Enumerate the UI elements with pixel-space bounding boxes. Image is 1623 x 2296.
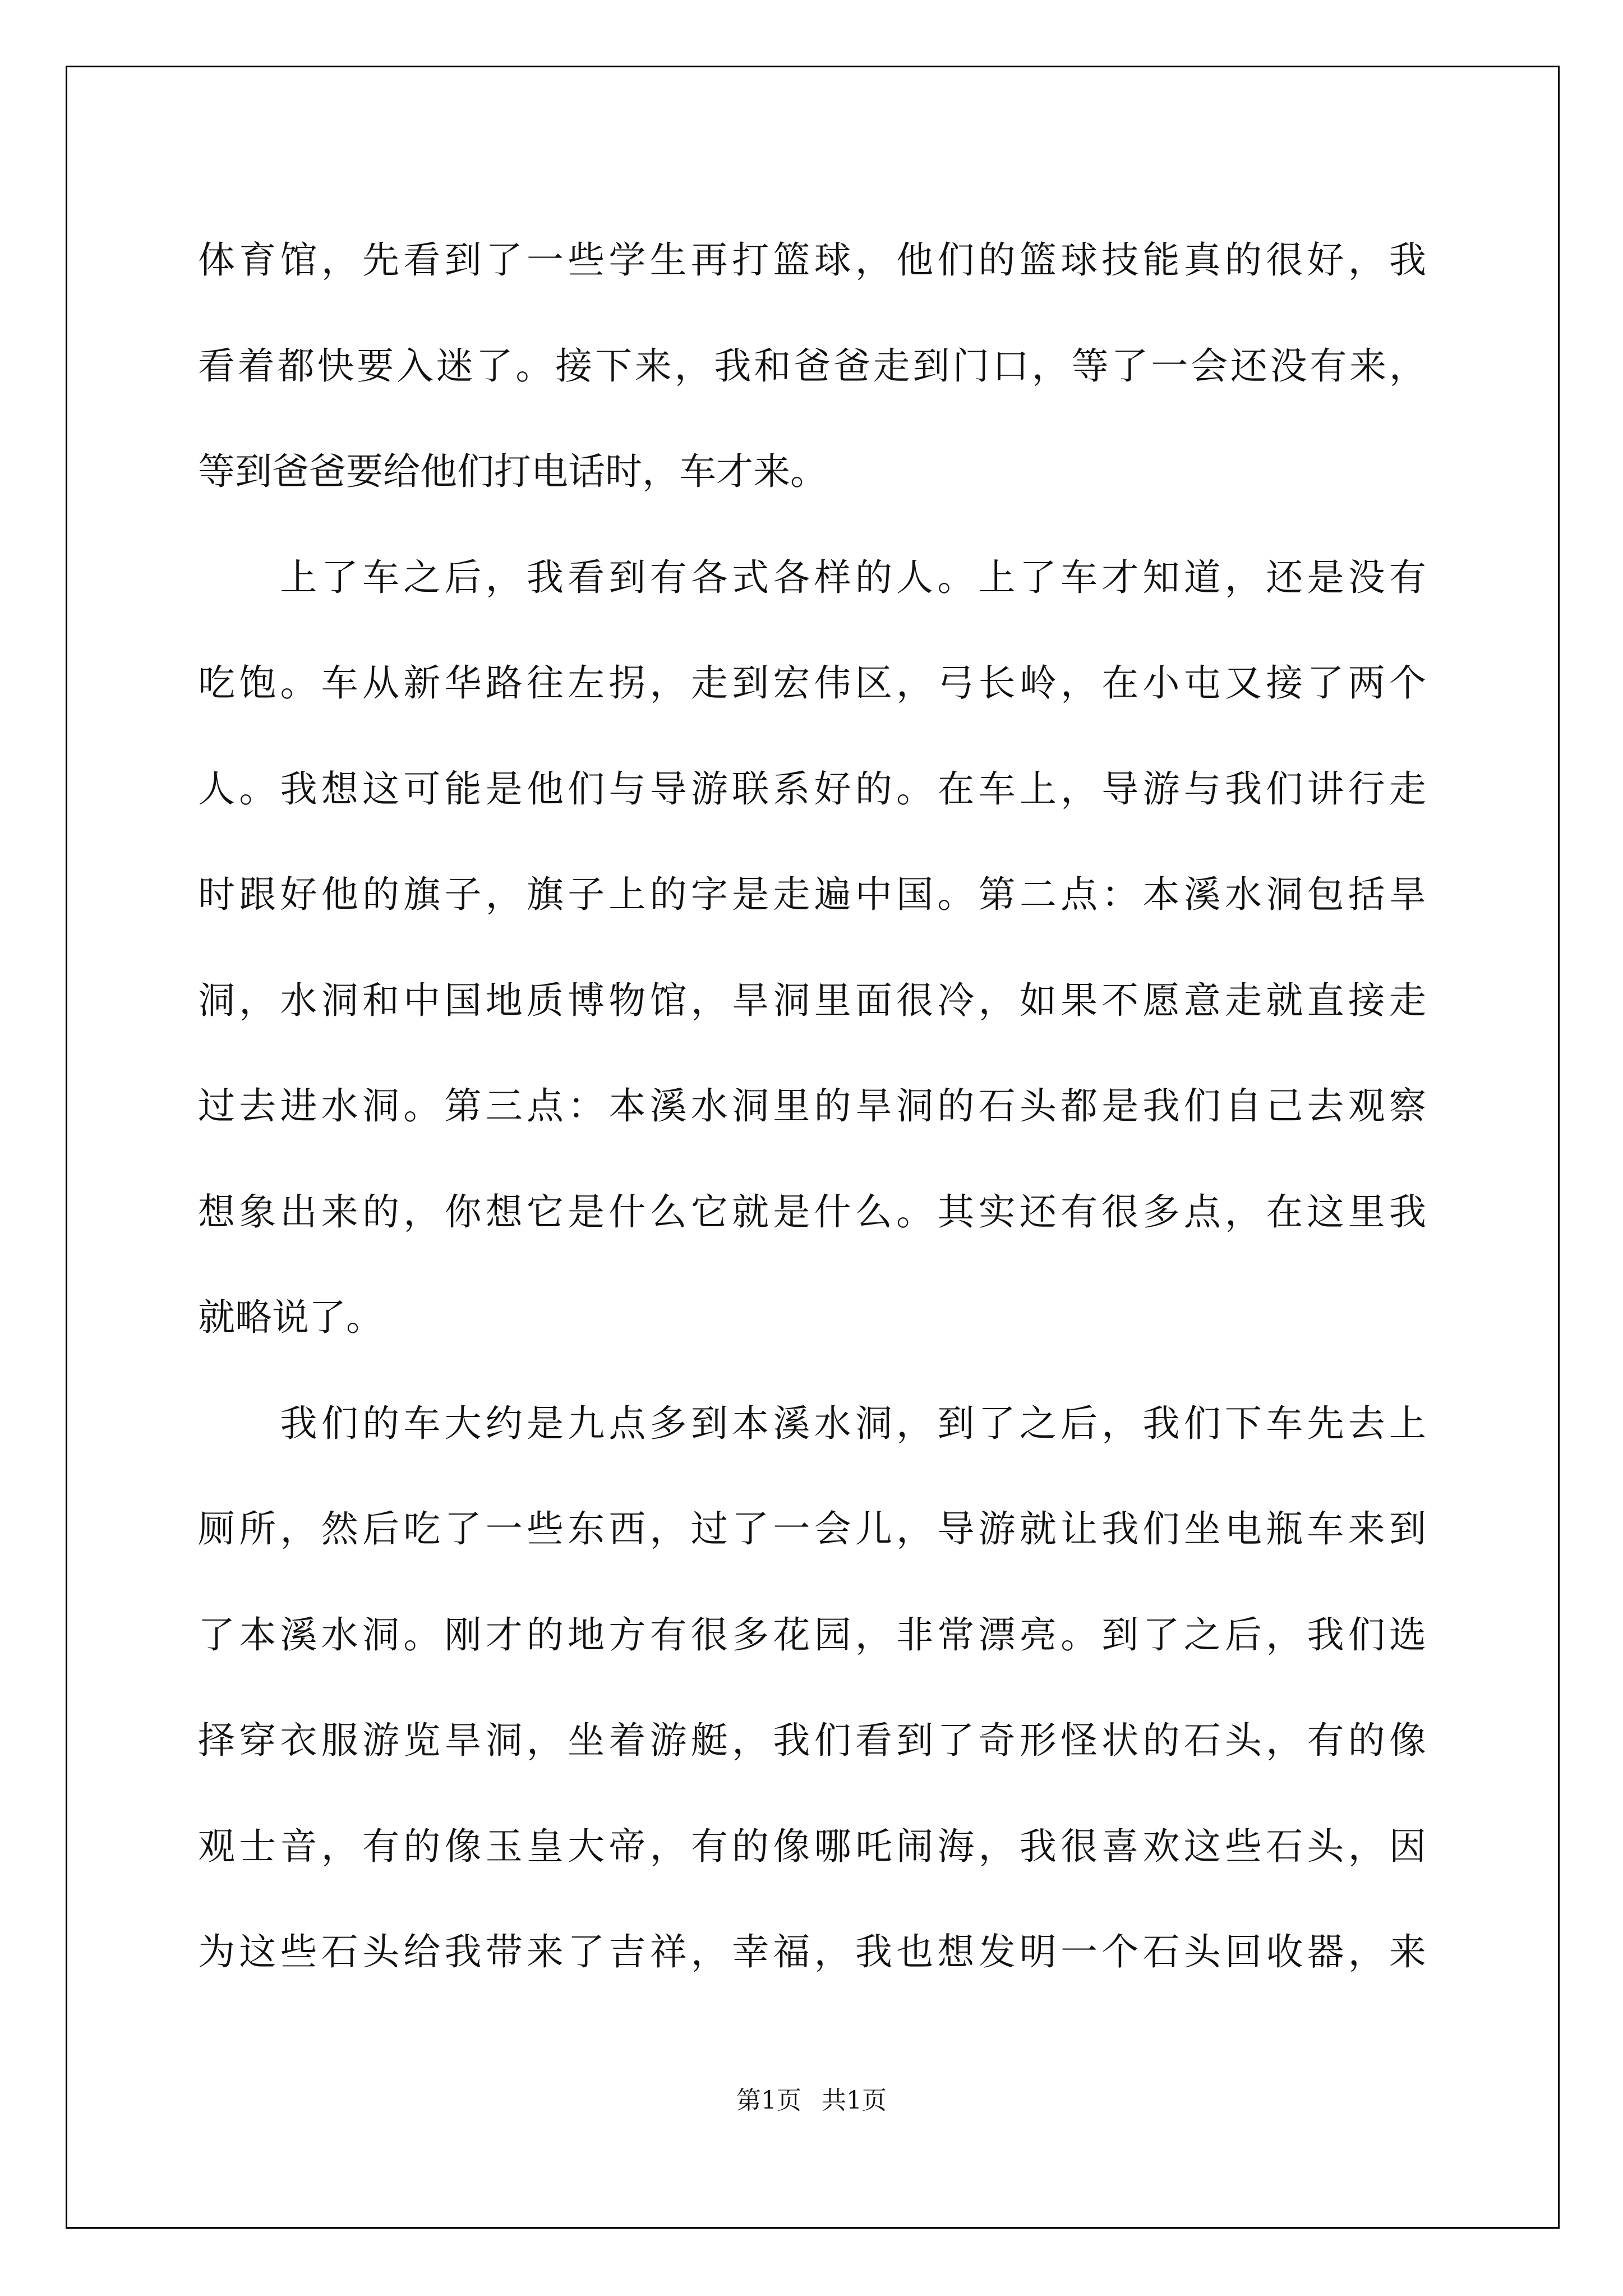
text-line: 为这些石头给我带来了吉祥，幸福，我也想发明一个石头回收器，来 [198,1930,1426,1973]
text-line: 我们的车大约是九点多到本溪水洞，到了之后，我们下车先去上 [198,1401,1426,1445]
page-number: 第1页 [736,2086,801,2115]
document-body [198,208,1426,2005]
page-footer [0,2080,1623,2116]
page-total: 共1页 [822,2086,887,2115]
text-line: 等到爸爸要给他们打电话时，车才来。 [198,450,827,493]
text-line: 就略说了。 [198,1296,383,1339]
text-line: 上了车之后，我看到有各式各样的人。上了车才知道，还是没有 [198,555,1426,599]
text-line: 想象出来的，你想它是什么它就是什么。其实还有很多点，在这里我 [198,1190,1426,1234]
text-line: 择穿衣服游览旱洞，坐着游艇，我们看到了奇形怪状的石头，有的像 [198,1719,1426,1762]
text-line: 人。我想这可能是他们与导游联系好的。在车上，导游与我们讲行走 [198,767,1426,811]
text-line: 体育馆，先看到了一些学生再打篮球，他们的篮球技能真的很好，我 [198,238,1426,282]
text-line: 吃饱。车从新华路往左拐，走到宏伟区，弓长岭，在小屯又接了两个 [198,661,1426,705]
text-line: 厕所，然后吃了一些东西，过了一会儿，导游就让我们坐电瓶车来到 [198,1507,1426,1550]
text-line: 了本溪水洞。刚才的地方有很多花园，非常漂亮。到了之后，我们选 [198,1613,1426,1657]
text-line: 时跟好他的旗子，旗子上的字是走遍中国。第二点：本溪水洞包括旱 [198,873,1426,916]
text-line: 过去进水洞。第三点：本溪水洞里的旱洞的石头都是我们自己去观察 [198,1084,1426,1128]
text-line: 看着都快要入迷了。接下来，我和爸爸走到门口，等了一会还没有来， [198,344,1426,388]
text-line: 观士音，有的像玉皇大帝，有的像哪吒闹海，我很喜欢这些石头，因 [198,1824,1426,1868]
text-line: 洞，水洞和中国地质博物馆，旱洞里面很冷，如果不愿意走就直接走 [198,978,1426,1022]
